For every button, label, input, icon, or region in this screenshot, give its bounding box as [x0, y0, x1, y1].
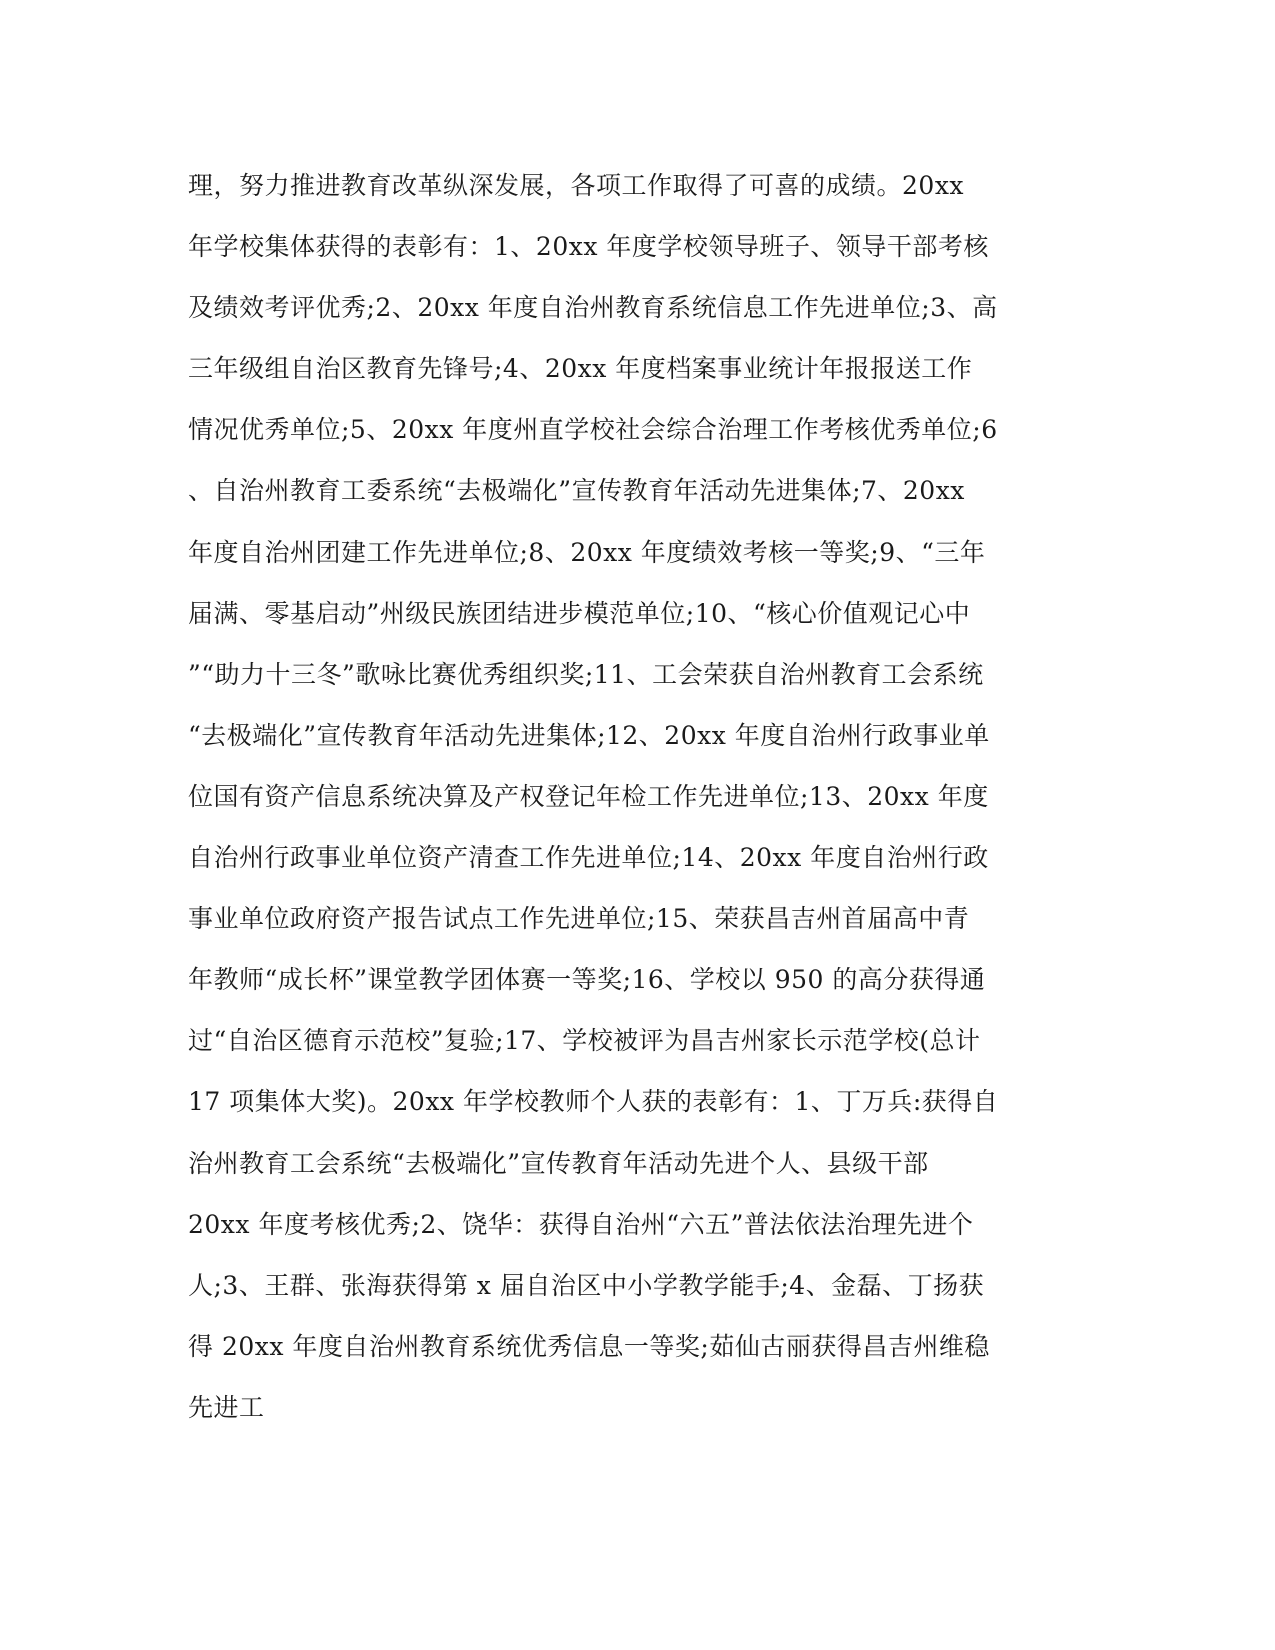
text-line: 得 20xx 年度自治州教育系统优秀信息一等奖;茹仙古丽获得昌吉州维稳 [188, 1331, 990, 1361]
text-line: 三年级组自治区教育先锋号;4、20xx 年度档案事业统计年报报送工作 [188, 354, 973, 384]
text-line: 治州教育工会系统“去极端化”宣传教育年活动先进个人、县级干部 [188, 1148, 929, 1178]
text-line: 及绩效考评优秀;2、20xx 年度自治州教育系统信息工作先进单位;3、高 [188, 293, 998, 323]
text-line: 先进工 [188, 1392, 265, 1422]
text-line: “去极端化”宣传教育年活动先进集体;12、20xx 年度自治州行政事业单 [188, 720, 990, 750]
text-line: 17 项集体大奖)。20xx 年学校教师个人获的表彰有：1、丁万兵:获得自 [188, 1087, 999, 1117]
text-line: 年度自治州团建工作先进单位;8、20xx 年度绩效考核一等奖;9、“三年 [188, 537, 986, 567]
text-line: 过“自治区德育示范校”复验;17、学校被评为昌吉州家长示范学校(总计 [188, 1026, 981, 1056]
text-line: 人;3、王群、张海获得第 x 届自治区中小学教学能手;4、金磊、丁扬获 [188, 1270, 985, 1300]
text-line: 情况优秀单位;5、20xx 年度州直学校社会综合治理工作考核优秀单位;6 [188, 415, 998, 445]
text-line: 事业单位政府资产报告试点工作先进单位;15、荣获昌吉州首届高中青 [188, 904, 970, 934]
text-line: 位国有资产信息系统决算及产权登记年检工作先进单位;13、20xx 年度 [188, 781, 989, 811]
text-line: 、自治州教育工委系统“去极端化”宣传教育年活动先进集体;7、20xx [188, 476, 965, 506]
text-line: 20xx 年度考核优秀;2、饶华：获得自治州“六五”普法依法治理先进个 [188, 1209, 974, 1239]
text-line: 理，努力推进教育改革纵深发展，各项工作取得了可喜的成绩。20xx [188, 171, 965, 200]
text-line: 年教师“成长杯”课堂教学团体赛一等奖;16、学校以 950 的高分获得通 [188, 965, 986, 995]
text-line: ”“助力十三冬”歌咏比赛优秀组织奖;11、工会荣获自治州教育工会系统 [188, 659, 984, 689]
text-line: 年学校集体获得的表彰有：1、20xx 年度学校领导班子、领导干部考核 [188, 232, 989, 262]
text-line: 自治州行政事业单位资产清查工作先进单位;14、20xx 年度自治州行政 [188, 843, 989, 873]
body-text [188, 166, 1088, 1449]
text-line: 届满、零基启动”州级民族团结进步模范单位;10、“核心价值观记心中 [188, 598, 971, 628]
